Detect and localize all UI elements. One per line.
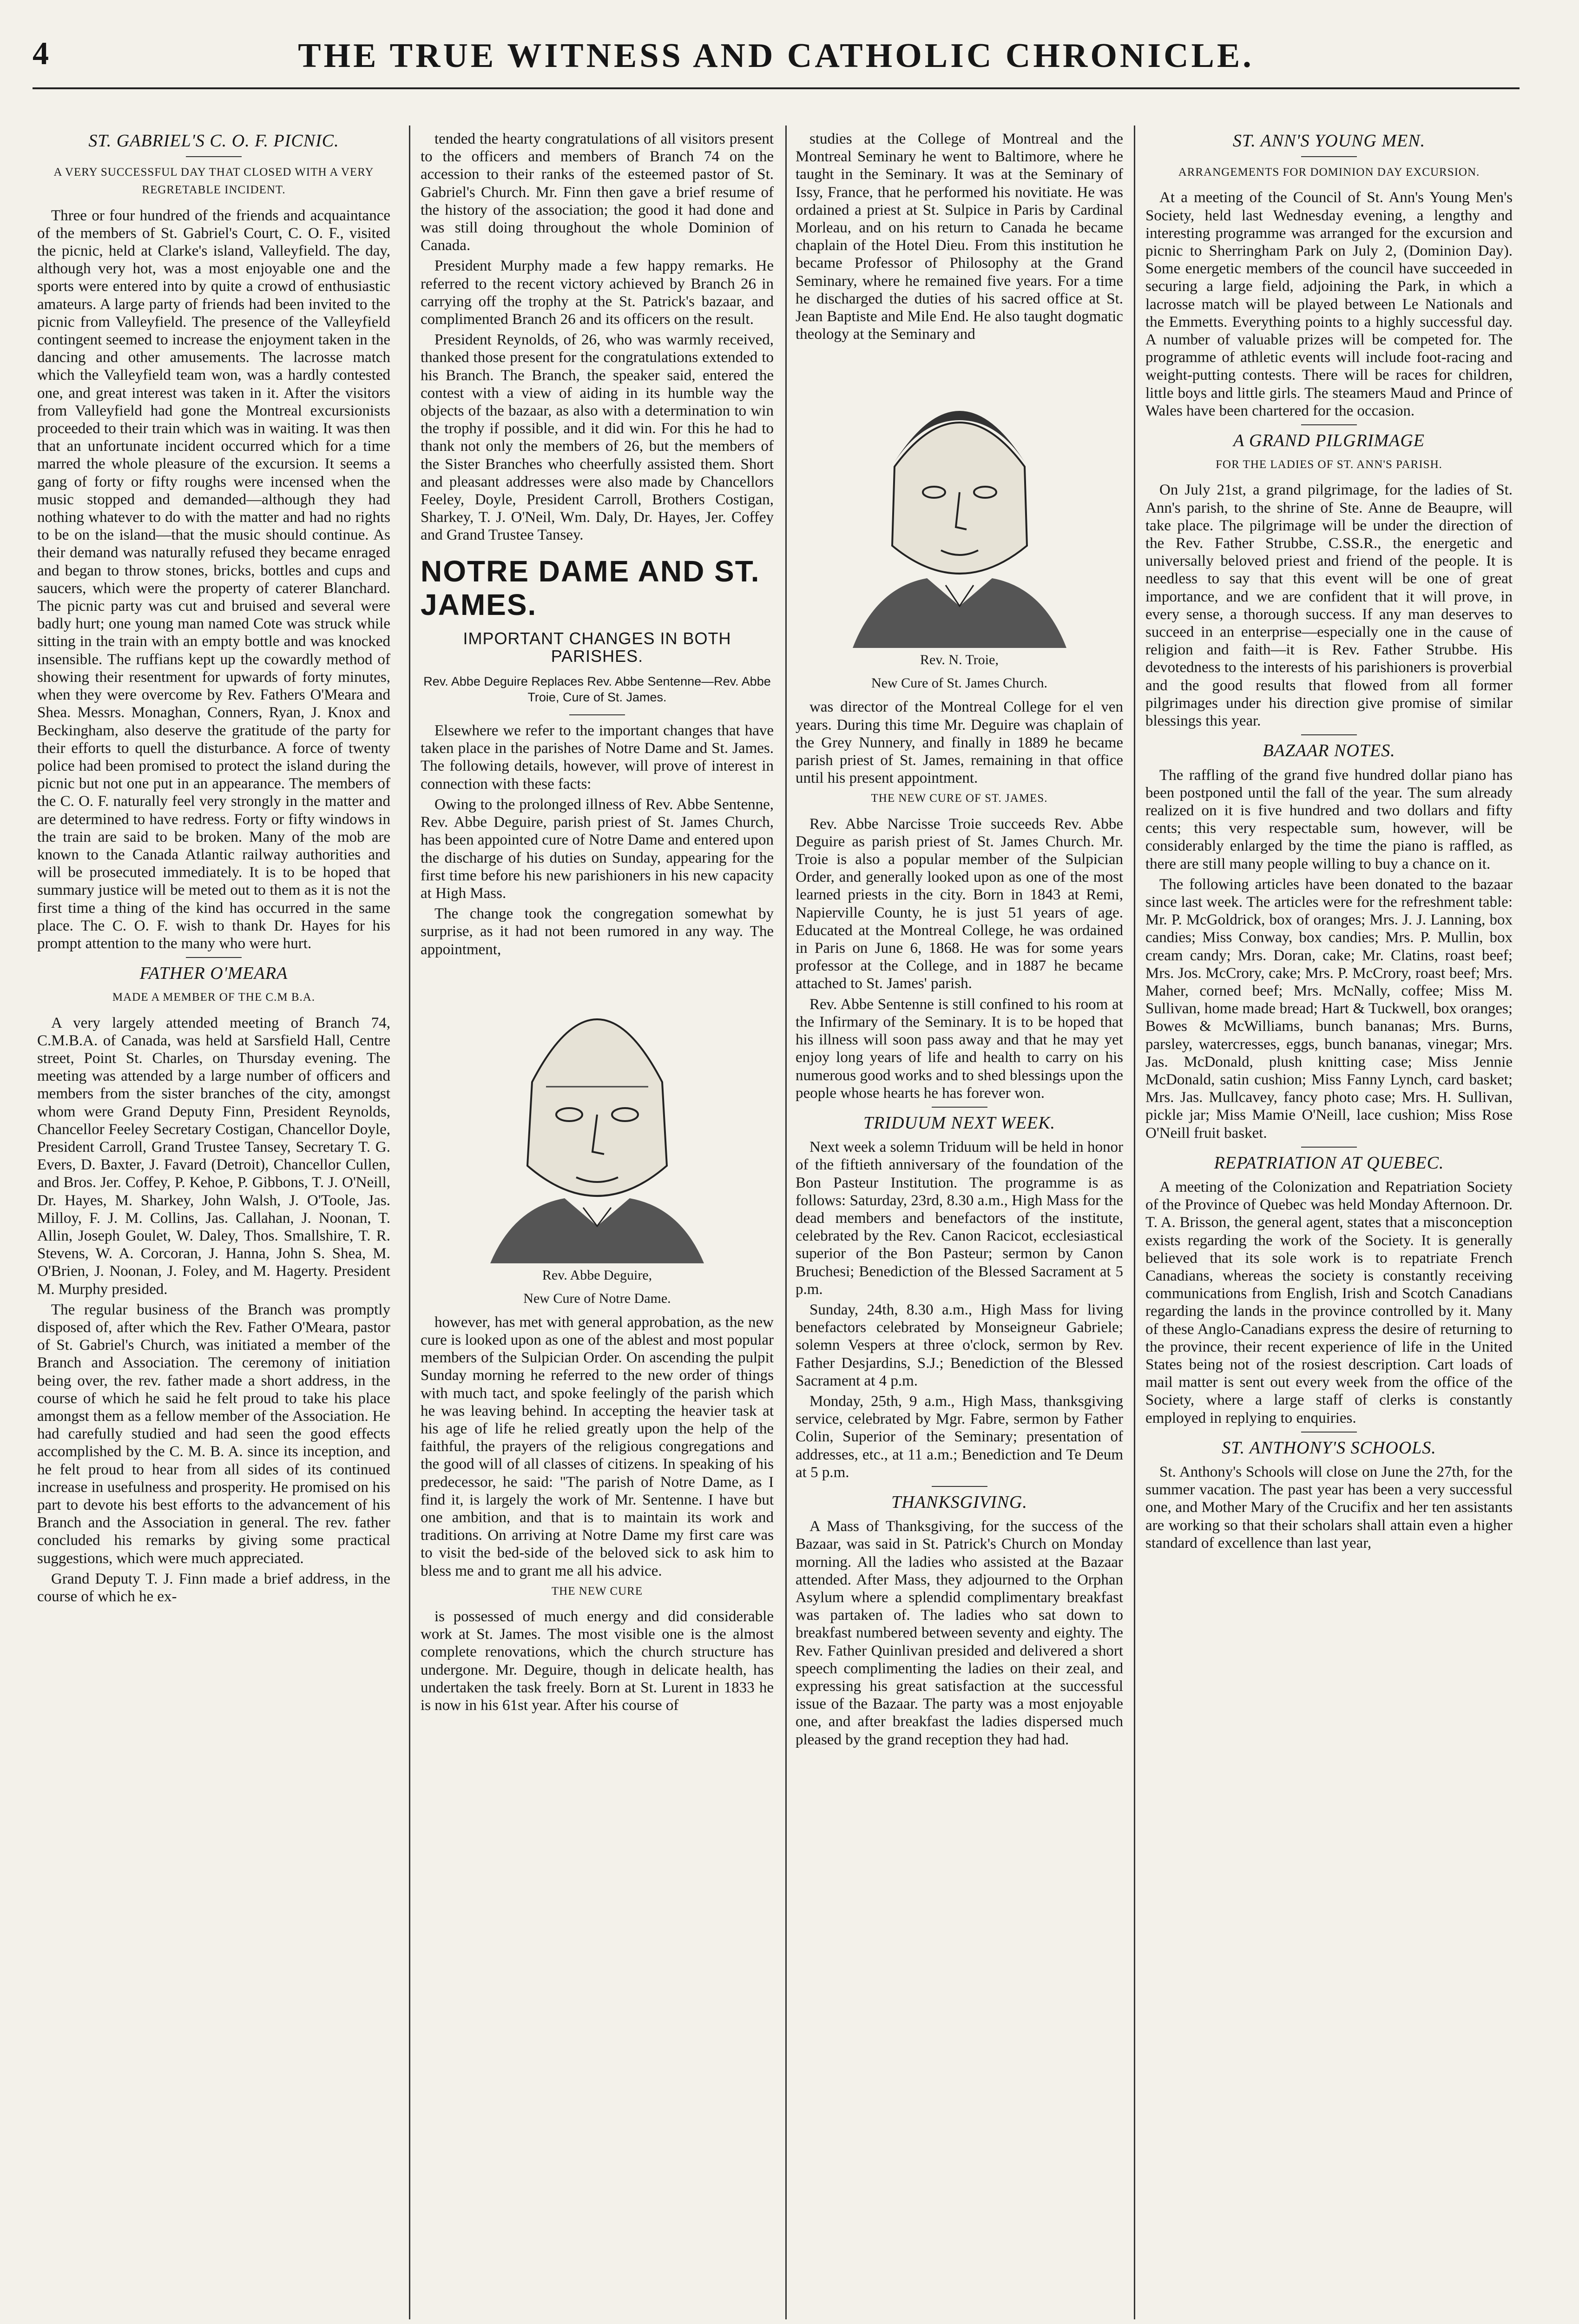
paragraph: At a meeting of the Council of St. Ann's Young Men's Society, held last Wednesday evening, a lengthy and interesting programme was arranged for the excursion and picnic to Sherringham Park on July 2, (Dominion Day). Some energetic members of the council have succeeded in securing a large field, adjoining the Park, in which a lacrosse match will be played between Le Nationals and the Emmetts. Everything points to a highly successful day. A number of valuable prizes will be competed for. The programme of athletic events will include foot-racing and weight-putting contests. There will be races for children, little boys and little girls. The steamers Maud and Prince of Wales have been chartered for the occasion.	[1145, 189, 1513, 419]
portrait-caption: New Cure of St. James Church.	[871, 675, 1048, 691]
divider	[1301, 424, 1357, 425]
divider	[1301, 1432, 1357, 1433]
article-headline: TRIDUUM NEXT WEEK.	[863, 1113, 1056, 1133]
divider	[1301, 156, 1357, 157]
article-headline: ST. ANN'S YOUNG MEN.	[1232, 131, 1426, 151]
paragraph: On July 21st, a grand pilgrimage, for the ladies of St. Ann's parish, to the shrine of Ste. Anne de Beaupre, will take place. The pilgrimage will be under the direction of the Rev. Father Strubbe, C.SS.R., the energetic and universally beloved priest and friend of the people. It is needless to say that this event will be one of great importance, and we are confident that it will prove, in every sense, a thorough success. If any man deserves to succeed in an enterprise—especially one in the cause of religion and faith—it is Rev. Father Strubbe. His devotedness to the interests of his parishioners is proverbial and the good results that flowed from all former pilgrimages under his direction give promise of similar blessings this year.	[1145, 482, 1513, 730]
newspaper-title: THE TRUE WITNESS AND CATHOLIC CHRONICLE.	[298, 37, 1254, 75]
paragraph: Monday, 25th, 9 a.m., High Mass, thanksgiving service, celebrated by Mgr. Fabre, sermon by Father Colin, Superior of the Seminary; presentation of addresses, etc., at 11 a.m.; Benediction and Te Deum at 5 p.m.	[796, 1393, 1123, 1481]
divider	[932, 1486, 987, 1487]
page-number: 4	[33, 36, 49, 72]
article-subhead: FOR THE LADIES OF ST. ANN'S PARISH.	[1216, 458, 1442, 471]
paragraph: was director of the Montreal College for el ven years. During this time Mr. Deguire was chaplain of the Grey Nunnery, and finally in 1889 he became parish priest of St. James, remaining in that office until his present appointment.	[796, 699, 1123, 787]
portrait-illustration	[843, 350, 1076, 648]
column-1	[37, 130, 390, 2315]
portrait-caption: Rev. N. Troie,	[920, 652, 999, 668]
paragraph: President Reynolds, of 26, who was warmly received, thanked those present for the congratulations extended to his Branch. The Branch, the speaker said, entered the contest with a view of aiding in its humble way the objects of the bazaar, as also with a determination to win the trophy if possible, and it did win. For this he had to thank not only the members of 26, but the members of the Sister Branches who cheerfully assisted them. Short and pleasant addresses were also made by Chancellors Feeley, Doyle, President Carroll, Brothers Costigan, Sharkey, T. J. O'Neil, Wm. Daly, Dr. Hayes, Jer. Coffey and Grand Trustee Tansey.	[421, 331, 774, 544]
article-headline: BAZAAR NOTES.	[1263, 741, 1395, 761]
paragraph: Sunday, 24th, 8.30 a.m., High Mass for living benefactors celebrated by Monseigneur Gabriele; solemn Vespers at three o'clock, sermon by Rev. Father Desjardins, S.J.; Benediction of the Blessed Sacrament at 4 p.m.	[796, 1301, 1123, 1389]
article-subhead: MADE A MEMBER OF THE C.M B.A.	[112, 991, 316, 1004]
paragraph: A meeting of the Colonization and Repatriation Society of the Province of Quebec was held Monday Afternoon. Dr. T. A. Brisson, the general agent, states that a misconception exists regarding the work of the Society. It is generally believed that its sole work is to repatriate French Canadians, whereas the society is constantly receiving communications from English, Irish and Scotch Canadians regarding the lands in the province controlled by it. Many of these Anglo-Canadians express the desire of returning to the province, their recent experience of life in the United States being not of the rosiest description. Cart loads of mail matter is sent out every week from the office of the Society, where a large staff of clerks is constantly employed in replying to enquiries.	[1145, 1178, 1513, 1426]
divider	[569, 714, 625, 715]
paragraph: Owing to the prolonged illness of Rev. Abbe Sentenne, Rev. Abbe Deguire, parish priest of St. James Church, has been appointed cure of Notre Dame and entered upon the discharge of his duties on Sunday, appearing for the first time before his new parishioners in his new capacity at High Mass.	[421, 796, 774, 902]
paragraph: Elsewhere we refer to the important changes that have taken place in the parishes of Notre Dame and St. James. The following details, however, will prove of interest in connection with these facts:	[421, 722, 774, 792]
article-headline: REPATRIATION AT QUEBEC.	[1214, 1153, 1444, 1173]
paragraph: is possessed of much energy and did considerable work at St. James. The most visible one is the almost complete renovations, which the church structure has undergone. Mr. Deguire, though in delicate health, has undertaken the task freely. Born at St. Lurent in 1833 he is now in his 61st year. After his course of	[421, 1608, 774, 1714]
paragraph: Rev. Abbe Narcisse Troie succeeds Rev. Abbe Deguire as parish priest of St. James Church. Mr. Troie is also a popular member of the Sulpician Order, and generally looked upon as one of the most learned priests in the city. Born in 1843 at Remi, Napierville County, he is just 51 years of age. Educated at the Montreal College, he was ordained in Paris on June 6, 1868. He was for some years professor at the College, and in 1887 he became attached to St. James' parish.	[796, 815, 1123, 992]
column-4	[1145, 130, 1513, 2315]
column-rule	[1134, 125, 1135, 2319]
article-headline: THANKSGIVING.	[891, 1492, 1027, 1512]
paragraph: President Murphy made a few happy remarks. He referred to the recent victory achieved by Branch 26 in carrying off the trophy at the St. Patrick's bazaar, and complimented Branch 26 and its officers on the result.	[421, 257, 774, 328]
divider	[932, 1107, 987, 1108]
paragraph: Grand Deputy T. J. Finn made a brief address, in the course of which he ex-	[37, 1570, 390, 1605]
paragraph: The regular business of the Branch was promptly disposed of, after which the Rev. Father O'Meara, pastor of St. Gabriel's Church, was initiated a member of the Branch and Association. The ceremony of initiation being over, the rev. father made a short address, in the course of which he said he felt proud to take his place amongst them as a fellow member of the Association. He had carefully studied and had seen the good effects accomplished by the C. M. B. A. since its inception, and he felt proud to hear from all sides of its continued increase in usefulness and prosperity. He promised on his part to devote his best efforts to the advancement of his Branch and the Association in general. The rev. father concluded his remarks by giving some practical suggestions, which were much appreciated.	[37, 1301, 390, 1567]
divider	[1301, 734, 1357, 735]
paragraph: The change took the congregation somewhat by surprise, as it had not been rumored in any way. The appointment,	[421, 905, 774, 958]
divider	[186, 156, 242, 157]
divider	[186, 957, 242, 958]
section-subhead: THE NEW CURE OF ST. JAMES.	[871, 792, 1048, 805]
article-headline: ST. ANTHONY'S SCHOOLS.	[1222, 1438, 1436, 1458]
paragraph: however, has met with general approbation, as the new cure is looked upon as one of the ablest and most popular members of the Sulpician Order. On ascending the pulpit Sunday morning he referred to the new order of things with much tact, and spoke feelingly of the parish which he was leaving behind. In accepting the heavier task at his age of life he relied greatly upon the help of the faithful, the prayers of the religious congregations and the good will of all classes of citizens. In speaking of his predecessor, he said: "The parish of Notre Dame, as I find it, is largely the work of Mr. Sentenne. I have but one ambition, and that is to maintain its work and traditions. On arriving at Notre Dame my first care was to visit the bed-side of the beloved sick to ask him to bless me and to grant me all his advice.	[421, 1314, 774, 1579]
banner-headline: NOTRE DAME AND ST. JAMES.	[421, 554, 760, 621]
section-subhead: THE NEW CURE	[551, 1585, 643, 1598]
article-subhead: IMPORTANT CHANGES IN BOTH PARISHES.	[463, 628, 731, 666]
paragraph: Three or four hundred of the friends and acquaintance of the members of St. Gabriel's Court, C. O. F., visited the picnic, held at Clarke's island, Valleyfield. The day, although very hot, was a most enjoyable one and the sports were entered into by quite a crowd of enthusiastic amateurs. A large party of friends had been invited to the picnic from Valleyfield. The presence of the Valleyfield contingent seemed to increase the enjoyment taken in the dancing and other amusements. The lacrosse match which the Valleyfield team won, was a hardly contested one, and great interest was taken in it. After the visitors from Valleyfield had gone the Montreal excursionists proceeded to their train which was in waiting. It was then that an unfortunate incident occurred which for a time marred the whole pleasure of the excursion. It seems a gang of forty or fifty roughs were incensed when the music stopped and demanded—although they had nothing whatever to do with the matter and had no rights to be on the island—that the music should continue. As their demand was naturally refused they became enraged and began to throw stones, bricks, bottles and cups and saucers, which were the property of caterer Blanchard. The picnic party was cut and bruised and several were badly hurt; one young man named Cote was struck while sitting in the train with an empty bottle and was knocked insensible. The ruffians kept up the cowardly method of showing their resentment for upwards of forty minutes, when they were overcome by Rev. Fathers O'Meara and Shea. Messrs. Monaghan, Conners, Ryan, J. Knox and Beckingham, also deserve the gratitude of the party for their efforts to quell the disturbance. A force of twenty police had been promised to protect the island during the picnic but not one put in an appearance. The members of the C. O. F. naturally feel very strongly in the matter and are determined to have redress. Forty or fifty windows in the train are said to be broken. Many of the mob are known to the Canada Atlantic railway authorities and will be prosecuted immediately. It is to be hoped that summary justice will be meted out to them as it is not the first time a thing of the kind has occurred in the same place. The C. O. F. wish to thank Dr. Hayes for his prompt attention to the many who were hurt.	[37, 207, 390, 952]
paragraph: St. Anthony's Schools will close on June the 27th, for the summer vacation. The past year has been a very successful one, and Mother Mary of the Crucifix and her ten assistants are working so that their scholars shall attain even a higher standard of excellence than last year,	[1145, 1464, 1513, 1552]
column-rule	[409, 125, 410, 2319]
column-2	[421, 130, 774, 2315]
article-deck: Rev. Abbe Deguire Replaces Rev. Abbe Sentenne—Rev. Abbe Troie, Cure of St. James.	[423, 674, 771, 705]
article-subhead: A VERY SUCCESSFUL DAY THAT CLOSED WITH A VERY REGRETABLE INCIDENT.	[53, 166, 374, 197]
column-3	[796, 130, 1123, 2315]
article-headline: ST. GABRIEL'S C. O. F. PICNIC.	[88, 131, 339, 151]
paragraph: tended the hearty congratulations of all visitors present to the officers and members of Branch 74 on the accession to their ranks of the esteemed pastor of St. Gabriel's Church. Mr. Finn then gave a brief resume of the history of the association; the good it had done and was still doing throughout the whole Dominion of Canada.	[421, 131, 774, 254]
article-subhead: ARRANGEMENTS FOR DOMINION DAY EXCURSION.	[1178, 166, 1480, 179]
paragraph: Next week a solemn Triduum will be held in honor of the fiftieth anniversary of the foundation of the Bon Pasteur Institution. The programme is as follows: Saturday, 23rd, 8.30 a.m., High Mass for the dead members and benefactors of the institute, celebrated by the Rev. Canon Racicot, ecclesiastical superior of the Bon Pasteur; sermon by Canon Bruchesi; Benediction of the Blessed Sacrament at 5 p.m.	[796, 1139, 1123, 1298]
portrait-caption: New Cure of Notre Dame.	[523, 1290, 671, 1306]
paragraph: studies at the College of Montreal and the Montreal Seminary he went to Baltimore, where he taught in the Seminary. It was at the Seminary of Issy, France, that he performed his novitiate. He was ordained a priest at St. Sulpice in Paris by Cardinal Morleau, and on his return to Canada he became chaplain of the Hotel Dieu. From this institution he became Professor of Philosophy at the Grand Seminary, where he remained five years. For a time he discharged the duties of his sacred office at St. Jean Baptiste and Mile End. He also taught dogmatic theology at the Seminary and	[796, 131, 1123, 343]
paragraph: A Mass of Thanksgiving, for the success of the Bazaar, was said in St. Patrick's Church on Monday morning. All the ladies who assisted at the Bazaar attended. After Mass, they adjourned to the Orphan Asylum where a splendid complimentary breakfast was partaken of. The ladies who sat down to breakfast numbered between seventy and eighty. The Rev. Father Quinlivan presided and delivered a short speech complimenting the ladies on their zeal, and expressing his great satisfaction at the successful issue of the Bazaar. The party was a most enjoyable one, and after breakfast the ladies dispersed much pleased by the grand reception they had had.	[796, 1518, 1123, 1748]
paragraph: The raffling of the grand five hundred dollar piano has been postponed until the fall of the year. The sum already realized on it is five hundred and two dollars and fifty cents; this very respectable sum, however, will be considerably enlarged by the time the piano is raffled, as there are still many people willing to buy a chance on it.	[1145, 766, 1513, 872]
paragraph: A very largely attended meeting of Branch 74, C.M.B.A. of Canada, was held at Sarsfield Hall, Centre street, Point St. Charles, on Thursday evening. The meeting was attended by a large number of officers and members from the sister branches of the city, amongst whom were Grand Deputy Finn, President Reynolds, Chancellor Feeley Secretary Costigan, Chancellor Doyle, President Carroll, Grand Trustee Tansey, Secretary T. G. Evers, D. Baxter, J. Favard (Detroit), Chancellor Cullen, and Bros. Jer. Coffey, P. Kehoe, P. Gibbons, T. J. O'Neill, Dr. Hayes, M. Sharkey, John Walsh, J. O'Toole, Jas. Milloy, F. J. M. Collins, Jas. Callahan, J. Noonan, T. Allin, Joseph Goulet, W. Daley, Thos. Smallshire, T. R. Stevens, W. A. Corcoran, J. Hanna, John S. Shea, M. O'Brien, J. Noonan, J. Foley, and M. Hagerty. President M. Murphy presided.	[37, 1014, 390, 1298]
article-headline: FATHER O'MEARA	[139, 964, 288, 984]
column-rule	[785, 125, 787, 2319]
paragraph: The following articles have been donated to the bazaar since last week. The articles were for the refreshment table: Mr. P. McGoldrick, box of oranges; Mrs. J. J. Lanning, box candies; Miss Conway, box candies; Mrs. P. Mullin, box cream candy; Mrs. Doran, cake; Mr. Clatins, roast beef; Mrs. Jos. McCrory, cake; Mrs. P. McCrory, roast beef; Mrs. Maher, corned beef; Mrs. McNally, coffee; Miss M. Sullivan, home made bread; Hart & Tuckwell, box oranges; Bowes & McWilliams, bunch bananas; Mrs. Burns, parsley, watercresses, eggs, bunch bananas, vinegar; Mrs. Jas. McDonald, plush knitting case; Miss Jennie McDonald, satin cushion; Miss Fanny Lynch, card basket; Mrs. Jas. Mullcavey, fancy photo case; Mrs. H. Sullivan, pickle jar; Miss Mamie O'Neill, lace cushion; Miss Rose O'Neill fruit basket.	[1145, 876, 1513, 1142]
divider	[1301, 1147, 1357, 1148]
paragraph: Rev. Abbe Sentenne is still confined to his room at the Infirmary of the Seminary. It is to be hoped that his illness will soon pass away and that he may yet enjoy long years of life and health to carry on his numerous good works and to shed blessings upon the people whose hearts he has forever won.	[796, 996, 1123, 1102]
portrait-caption: Rev. Abbe Deguire,	[542, 1267, 652, 1283]
masthead	[33, 27, 1520, 89]
portrait-illustration	[476, 966, 718, 1263]
article-headline: A GRAND PILGRIMAGE	[1233, 431, 1425, 451]
